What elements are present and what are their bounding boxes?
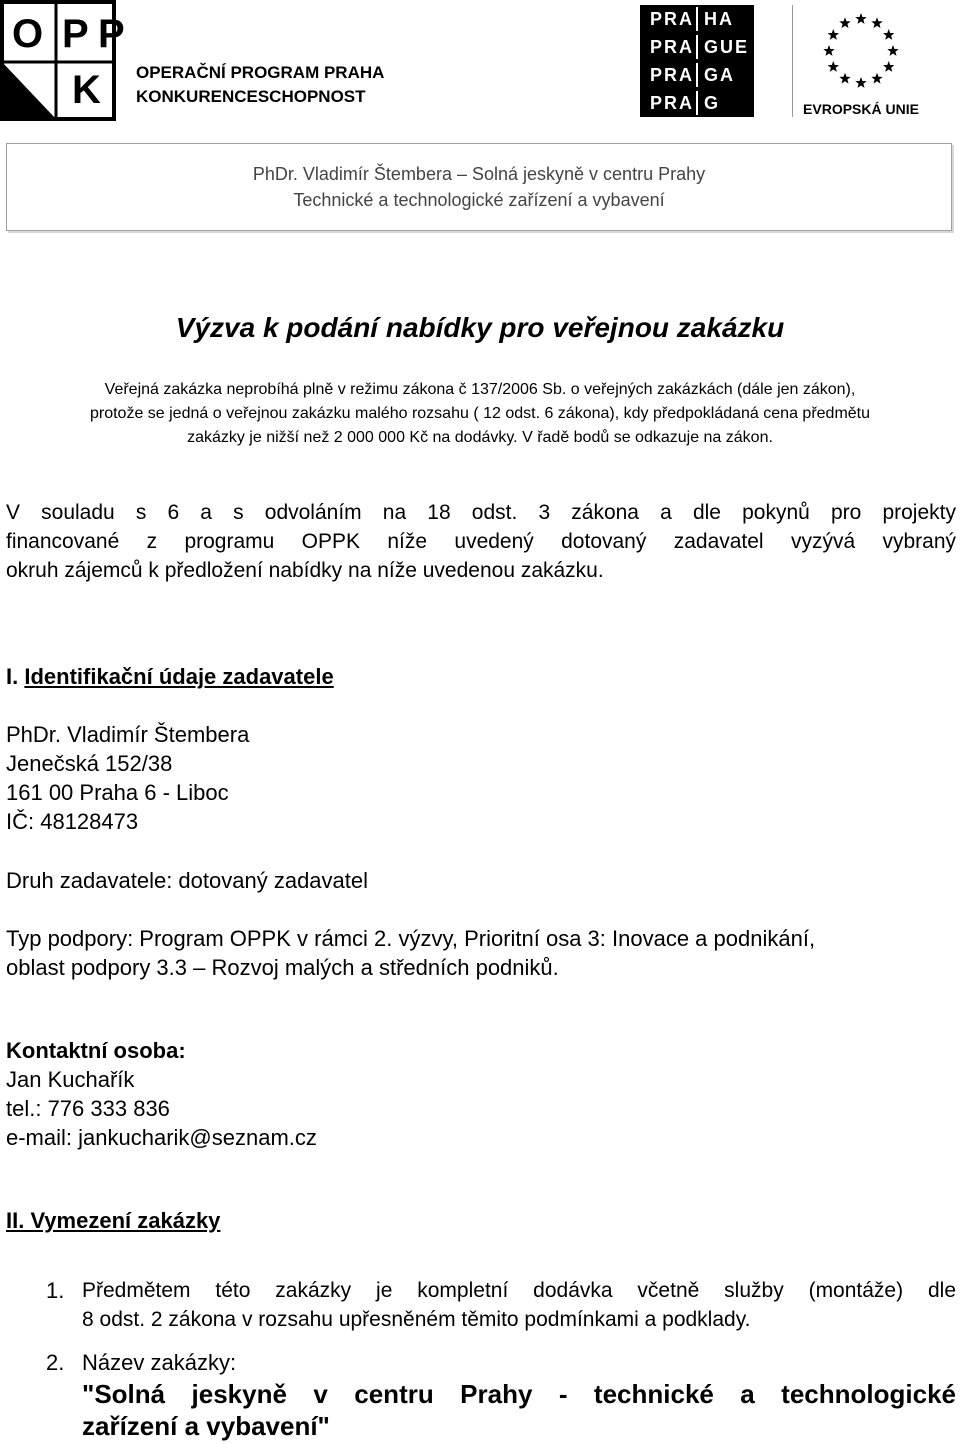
praha-logo-row — [640, 89, 754, 117]
section-1-number: I. — [6, 664, 19, 689]
intro-line: financované z programu OPPK níže uvedený dotovaný zadavatel vyzývá vybraný — [6, 530, 956, 553]
praha-logo — [640, 5, 754, 117]
praha-logo-row — [640, 33, 754, 61]
eu-star-icon — [883, 29, 894, 40]
project-box — [6, 143, 952, 231]
eu-stars-icon — [817, 11, 905, 91]
section-2-heading: II. Vymezení zakázky — [6, 1208, 221, 1233]
praha-row-right: G — [704, 93, 721, 113]
document-title: Výzva k podání nabídky pro veřejnou zakázku — [175, 312, 785, 343]
contract-name — [82, 1378, 956, 1442]
contracting-authority-name: PhDr. Vladimír Štembera — [6, 722, 250, 747]
eu-star-icon — [823, 45, 834, 56]
contract-name-line: zařízení a vybavení" — [82, 1411, 330, 1441]
oppk-letter-o: O — [12, 12, 46, 56]
support-type-line: oblast podpory 3.3 – Rozvoj malých a středních podniků. — [6, 955, 559, 980]
project-subtitle: Technické a technologické zařízení a vybavení — [293, 190, 665, 210]
item-number: 1. — [46, 1278, 65, 1303]
item-1-line: Předmětem této zakázky je kompletní dodávka včetně služby (montáže) dle — [82, 1279, 956, 1302]
item-2-label: Název zakázky: — [82, 1350, 237, 1375]
eu-star-icon — [828, 61, 839, 72]
eu-star-icon — [828, 29, 839, 40]
contact-phone: tel.: 776 333 836 — [6, 1096, 170, 1121]
section-1-heading — [6, 662, 334, 691]
item-1-text — [82, 1276, 956, 1334]
oppk-letter-k: K — [72, 68, 103, 112]
contact-email: e-mail: jankucharik@seznam.cz — [6, 1125, 317, 1150]
praha-row-left: PRA — [650, 37, 695, 57]
legal-note-line: zakázky je nižší než 2 000 000 Kč na dodávky. V řadě bodů se odkazuje na zákon. — [187, 429, 773, 446]
eu-star-icon — [839, 73, 850, 84]
praha-row-left: PRA — [650, 93, 695, 113]
eu-logo — [792, 5, 929, 117]
eu-star-icon — [887, 45, 898, 56]
eu-star-icon — [855, 13, 866, 24]
contracting-authority-city: 161 00 Praha 6 - Liboc — [6, 780, 229, 805]
contracting-authority-type: Druh zadavatele: dotovaný zadavatel — [6, 868, 369, 893]
eu-star-icon — [871, 17, 882, 28]
legal-note-line: protože se jedná o veřejnou zakázku malého rozsahu ( 12 odst. 6 zákona), kdy předpokládaná cena předmětu — [89, 405, 871, 422]
eu-star-icon — [855, 77, 866, 88]
intro-line: okruh zájemců k předložení nabídky na níže uvedenou zakázku. — [6, 559, 604, 582]
eu-label: EVROPSKÁ UNIE — [803, 101, 919, 117]
intro-line: V souladu s 6 a s odvoláním na 18 odst. 3 zákona a dle pokynů pro projekty — [6, 501, 956, 524]
contact-heading: Kontaktní osoba: — [6, 1038, 186, 1063]
item-1-line: 8 odst. 2 zákona v rozsahu upřesněném těmito podmínkami a podklady. — [82, 1308, 751, 1331]
item-number: 2. — [46, 1350, 65, 1375]
eu-star-icon — [883, 61, 894, 72]
eu-star-icon — [839, 17, 850, 28]
contracting-authority-ic: IČ: 48128473 — [6, 809, 139, 834]
praha-logo-row — [640, 61, 754, 89]
oppk-letter-p2: P — [98, 12, 127, 56]
intro-paragraph — [6, 498, 956, 585]
section-1-title: Identifikační údaje zadavatele — [24, 664, 334, 689]
oppk-program-subtitle: KONKURENCESCHOPNOST — [136, 87, 366, 106]
oppk-program-name: OPERAČNÍ PROGRAM PRAHA — [136, 63, 385, 82]
praha-row-right: GA — [704, 65, 735, 85]
oppk-letter-p1: P — [62, 12, 91, 56]
eu-star-icon — [871, 73, 882, 84]
praha-row-left: PRA — [650, 65, 695, 85]
contact-name: Jan Kuchařík — [6, 1067, 135, 1092]
contracting-authority-street: Jenečská 152/38 — [6, 751, 173, 776]
praha-logo-row — [640, 5, 754, 33]
contract-name-line: "Solná jeskyně v centru Prahy - technické a technologické — [82, 1379, 956, 1409]
legal-note-line: Veřejná zakázka neprobíhá plně v režimu zákona č 137/2006 Sb. o veřejných zakázkách (dále jen zákon), — [104, 381, 856, 398]
praha-row-left: PRA — [650, 9, 695, 29]
praha-row-right: GUE — [704, 37, 750, 57]
oppk-logo — [0, 0, 420, 125]
support-type-line: Typ podpory: Program OPPK v rámci 2. výzvy, Prioritní osa 3: Inovace a podnikání, — [6, 926, 816, 951]
legal-note — [30, 378, 930, 450]
project-title: PhDr. Vladimír Štembera – Solná jeskyně v centru Prahy — [252, 164, 706, 184]
praha-row-right: HA — [704, 9, 734, 29]
